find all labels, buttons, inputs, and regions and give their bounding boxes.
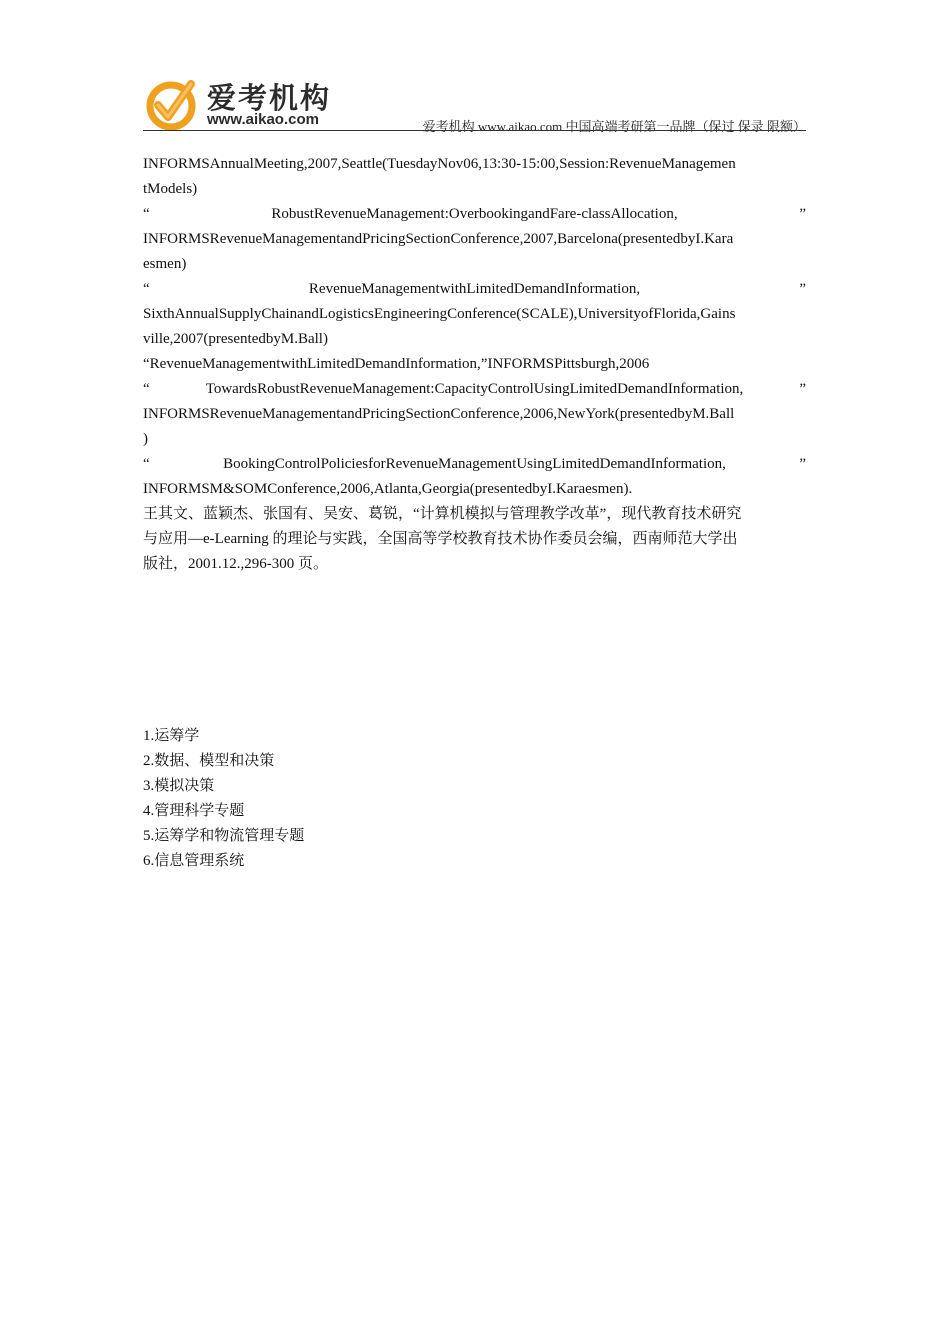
header-tagline: 爱考机构 www.aikao.com 中国高端考研第一品牌（保过 保录 限额） bbox=[422, 119, 806, 134]
ref-3-line-3: ville,2007(presentedbyM.Ball) bbox=[143, 331, 328, 347]
course-item: 1.运筹学 bbox=[143, 728, 200, 744]
ref-2-title: RobustRevenueManagement:OverbookingandFare-classAllocation, bbox=[271, 206, 678, 222]
references-section bbox=[143, 152, 806, 577]
close-quote: ” bbox=[799, 281, 806, 297]
ref-3-title: RevenueManagementwithLimitedDemandInformation, bbox=[308, 281, 641, 297]
close-quote: ” bbox=[799, 456, 806, 472]
logo-url-text: www.aikao.com bbox=[207, 111, 319, 128]
close-quote: ” bbox=[799, 206, 806, 222]
page-header bbox=[143, 74, 806, 132]
course-list bbox=[143, 724, 806, 874]
ref-7-line-2: 与应用—e-Learning 的理论与实践，全国高等学校教育技术协作委员会编，西南师范大学出 bbox=[143, 531, 738, 547]
close-quote: ” bbox=[799, 381, 806, 397]
ref-1-line-1: INFORMSAnnualMeeting,2007,Seattle(TuesdayNov06,13:30-15:00,Session:RevenueManagemen bbox=[143, 156, 736, 172]
open-quote: “ bbox=[143, 456, 150, 472]
ref-6-title-line bbox=[143, 452, 806, 477]
ref-6-title: BookingControlPoliciesforRevenueManagementUsingLimitedDemandInformation, bbox=[223, 456, 726, 472]
open-quote: “ bbox=[143, 206, 150, 222]
ref-3-title-line bbox=[143, 277, 806, 302]
course-item: 6.信息管理系统 bbox=[143, 853, 245, 869]
ref-5-title-line bbox=[143, 377, 806, 402]
course-item: 3.模拟决策 bbox=[143, 778, 215, 794]
ref-7-line-1: 王其文、蓝颖杰、张国有、吴安、葛锐，“计算机模拟与管理教学改革”，现代教育技术研究 bbox=[143, 506, 742, 522]
aikao-logo[interactable] bbox=[143, 74, 343, 132]
ref-5-line-2: INFORMSRevenueManagementandPricingSectionConference,2006,NewYork(presentedbyM.Ball bbox=[143, 406, 735, 422]
ref-7-line-3: 版社，2001.12.,296-300 页。 bbox=[143, 556, 328, 572]
course-item: 4.管理科学专题 bbox=[143, 803, 245, 819]
ref-2-line-2: INFORMSRevenueManagementandPricingSectionConference,2007,Barcelona(presentedbyI.Kara bbox=[143, 231, 734, 247]
header-divider bbox=[143, 130, 806, 131]
course-item: 2.数据、模型和决策 bbox=[143, 753, 275, 769]
ref-2-title-line bbox=[143, 202, 806, 227]
ref-4-line: “RevenueManagementwithLimitedDemandInformation,”INFORMSPittsburgh,2006 bbox=[143, 356, 650, 372]
checkmark-logo-icon bbox=[145, 78, 197, 130]
open-quote: “ bbox=[143, 281, 150, 297]
ref-5-title: TowardsRobustRevenueManagement:CapacityControlUsingLimitedDemandInformation, bbox=[205, 381, 744, 397]
open-quote: “ bbox=[143, 381, 150, 397]
course-item: 5.运筹学和物流管理专题 bbox=[143, 828, 305, 844]
ref-2-line-3: esmen) bbox=[143, 256, 187, 272]
ref-1-line-2: tModels) bbox=[143, 181, 198, 197]
ref-6-line-2: INFORMSM&SOMConference,2006,Atlanta,Georgia(presentedbyI.Karaesmen). bbox=[143, 481, 633, 497]
logo-chinese-text: 爱考机构 bbox=[207, 81, 332, 115]
ref-3-line-2: SixthAnnualSupplyChainandLogisticsEngineeringConference(SCALE),UniversityofFlorida,Gains bbox=[143, 306, 736, 322]
ref-5-line-3: ) bbox=[143, 431, 148, 447]
